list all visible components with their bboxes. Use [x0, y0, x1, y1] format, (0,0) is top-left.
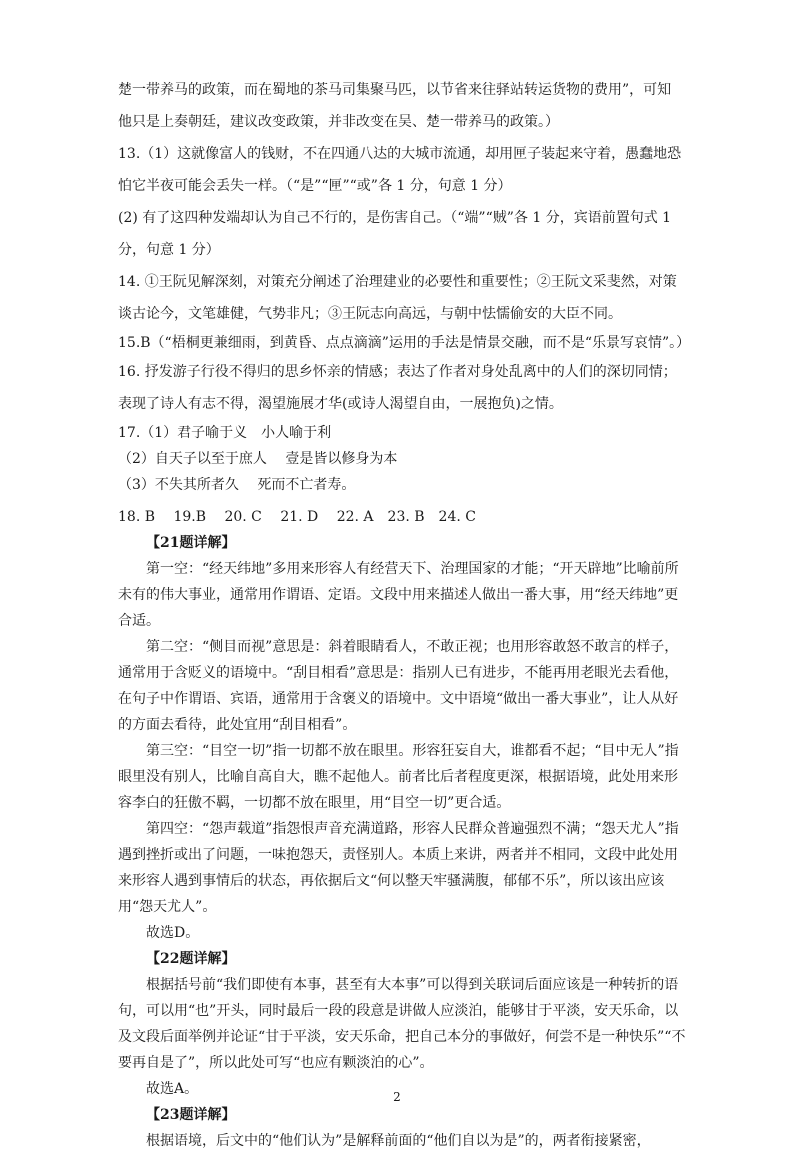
q14-line-2: 谈古论今，文笔雄健，气势非凡；③王阮志向高远，与朝中怯懦偷安的大臣不同。 [118, 306, 622, 322]
q21-paragraph-1: 第一空：“经天纬地”多用来形容人有经营天下、治理国家的才能；“开天辟地”比喻前所未有的伟大事业，通常用作谓语、定语。文段中用来描述人做出一番大事，用“经天纬地”更合适。 [118, 561, 679, 629]
q16-line-1: 16. 抒发游子行役不得归的思乡怀亲的情感；表达了作者对身处乱离中的人们的深切同情； [118, 364, 677, 380]
page-content [118, 74, 691, 1154]
q13-line-4: 分，句意 1 分） [118, 242, 220, 258]
q23-paragraph-1: 根据语境，后文中的“他们认为”是解释前面的“他们自以为是”的，两者衔接紧密， [146, 1133, 651, 1149]
q15-line: 15.B（“梧桐更兼细雨，到黄昏、点点滴滴”运用的手法是情景交融，而不是“乐景写哀情”。） [118, 335, 691, 351]
q16-line-2: 表现了诗人有志不得，渴望施展才华(或诗人渴望自由，一展抱负)之情。 [118, 396, 563, 412]
q14-line-1: 14. ①王阮见解深刻，对策充分阐述了治理建业的必要性和重要性；②王阮文采斐然，对策 [118, 274, 677, 290]
q21-header: 【21题详解】 [146, 535, 236, 551]
q21-paragraph-2: 第二空：“侧目而视”意思是：斜着眼睛看人，不敢正视；也用形容敢怒不敢言的样子，通常用于含贬义的语境中。“刮目相看”意思是：指别人已有进步，不能再用老眼光去看他，在句子中作谓语、宾语，通常用于含褒义的语境中。文中语境“做出一番大事业”，让人从好的方面去看待，此处宜用“刮目相看”。 [118, 639, 679, 733]
q22-header: 【22题详解】 [146, 951, 236, 967]
q13-line-3: (2) 有了这四种发端却认为自己不行的，是伤害自己。（“端”“贼”各 1 分，宾语前置句式 1 [118, 210, 672, 226]
q22-conclusion: 故选A。 [146, 1081, 199, 1097]
q22-paragraph-1: 根据括号前“我们即使有本事，甚至有大本事”可以得到关联词后面应该是一种转折的语句，可以用“也”开头，同时最后一段的段意是讲做人应淡泊，能够甘于平淡，安天乐命，以及文段后面举例并论证“甘于平淡，安天乐命，把自己本分的事做好，何尝不是一种快乐”“不要再自是了”，所以此处可写“也应有颗淡泊的心”。 [118, 977, 686, 1071]
answer-key-line: 18. B 19.B 20. C 21. D 22. A 23. B 24. C [118, 509, 476, 525]
q17-line-2: （2）自天子以至于庶人 壹是皆以修身为本 [118, 451, 398, 467]
q21-paragraph-3: 第三空：“目空一切”指一切都不放在眼里。形容狂妄自大，谁都看不起；“目中无人”指眼里没有别人，比喻自高自大，瞧不起他人。前者比后者程度更深，根据语境，此处用来形容李白的狂傲不羁，一切都不放在眼里，用“目空一切”更合适。 [118, 743, 679, 811]
q17-line-1: 17.（1）君子喻于义 小人喻于利 [118, 425, 332, 441]
q17-line-3: （3）不失其所者久 死而不亡者寿。 [118, 477, 356, 493]
q21-paragraph-4: 第四空：“怨声载道”指怨恨声音充满道路，形容人民群众普遍强烈不满；“怨天尤人”指遇到挫折或出了问题，一味抱怨天，责怪别人。本质上来讲，两者并不相同，文段中此处用来形容人遇到事情后的状态，再依据后文“何以整天牢骚满腹，郁郁不乐”，所以该出应该用“怨天尤人”。 [118, 821, 679, 915]
q23-header: 【23题详解】 [146, 1107, 236, 1123]
intro-line-1: 楚一带养马的政策，而在蜀地的茶马司集聚马匹，以节省来往驿站转运货物的费用”，可知 [118, 82, 672, 98]
intro-line-2: 他只是上奏朝廷，建议改变政策，并非改变在吴、楚一带养马的政策。） [118, 114, 559, 130]
q13-line-2: 怕它半夜可能会丢失一样。（“是”“匣”“或”各 1 分，句意 1 分） [118, 178, 512, 194]
q21-conclusion: 故选D。 [146, 925, 200, 941]
q13-line-1: 13.（1）这就像富人的钱财，不在四通八达的大城市流通，却用匣子装起来守着，愚蠢地恐 [118, 146, 682, 162]
page-number: 2 [393, 1090, 401, 1104]
